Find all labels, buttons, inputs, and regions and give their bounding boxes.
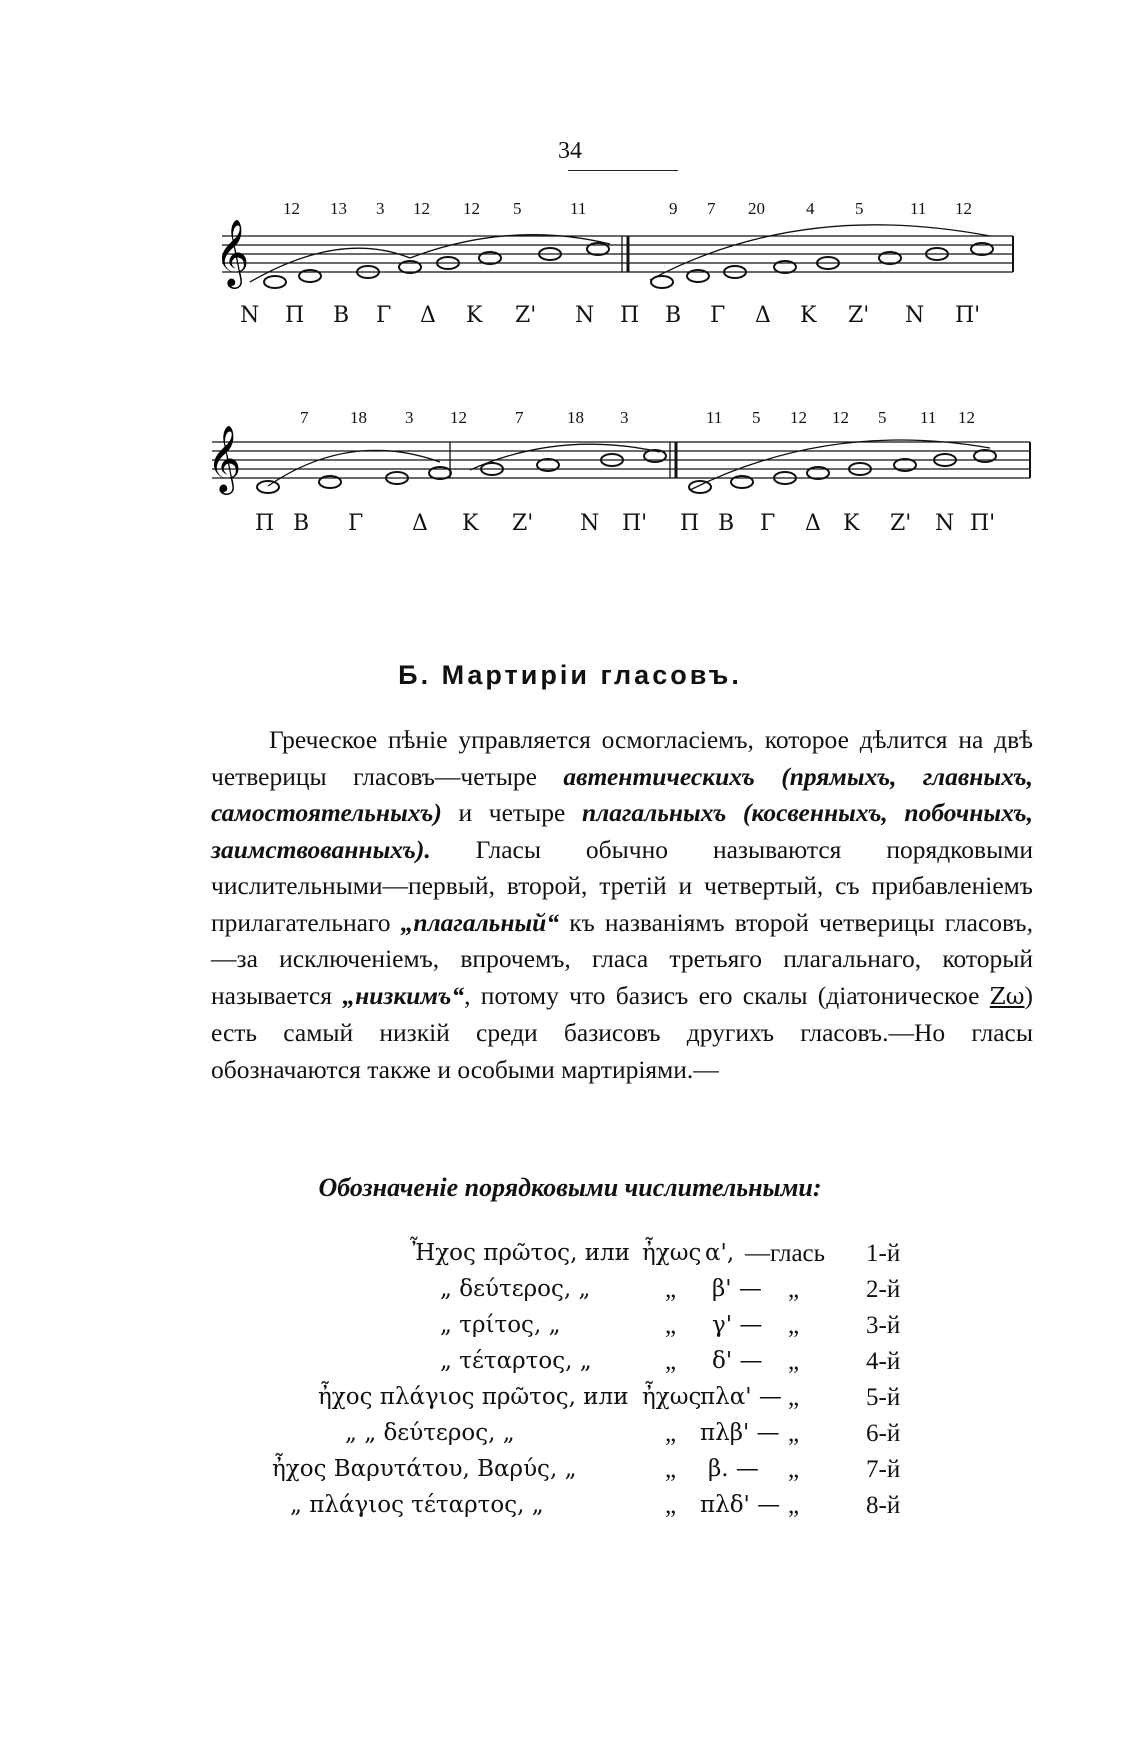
staff2-sign: Ζ' — [890, 511, 912, 536]
staff2-sign: Ζ' — [512, 511, 534, 536]
staff1-sign: Γ — [710, 303, 726, 328]
mode-number: 3-й — [866, 1312, 901, 1339]
zo-symbol: Ζω — [989, 983, 1025, 1010]
staff2-sign: Ν — [580, 511, 600, 536]
staff2-num: 3 — [405, 408, 414, 427]
table-row — [0, 1492, 1140, 1526]
staff1-sign: Π' — [955, 303, 981, 328]
mode-alt: „ — [665, 1492, 677, 1519]
mode-name: „ „ δεύτερος, „ — [345, 1420, 515, 1446]
staff2-num: 11 — [920, 408, 937, 427]
staff2-num: 11 — [706, 408, 723, 427]
mode-number: 2-й — [866, 1276, 901, 1303]
staff2-sign: Γ — [760, 511, 776, 536]
staff1-num: 3 — [376, 199, 385, 218]
staff1-sign: Ζ' — [515, 303, 537, 328]
staff1-sign: Ν — [575, 303, 595, 328]
staff2-sign: Β — [293, 511, 310, 536]
staff2-sign: Π — [255, 511, 275, 536]
para-emphasis: плагальныхъ (косвенныхъ, побочныхъ, заимствованныхъ). — [211, 798, 1033, 864]
table-row — [0, 1384, 1140, 1418]
staff2-num: 18 — [567, 408, 584, 427]
staff1-num: 12 — [413, 199, 430, 218]
staff2-num: 5 — [878, 408, 887, 427]
mode-alt: „ — [665, 1312, 677, 1339]
table-row — [0, 1348, 1140, 1382]
para-text: , потому что базисъ его скалы (діатоническое — [464, 980, 990, 1010]
mode-alt: ἦχως — [642, 1384, 702, 1410]
staff2-num: 3 — [620, 408, 629, 427]
staff1-num: 11 — [910, 199, 927, 218]
mode-word: „ — [788, 1384, 800, 1411]
staff2-sign: Ν — [935, 511, 955, 536]
staff1-sign: Γ — [376, 303, 392, 328]
mode-number: 5-й — [866, 1384, 901, 1411]
mode-alt: „ — [665, 1456, 677, 1483]
para-emphasis: автентическихъ (прямыхъ, главныхъ, самостоятельныхъ) — [211, 761, 1033, 827]
mode-alt: „ — [665, 1420, 677, 1447]
staff1-num: 11 — [570, 199, 587, 218]
staff2-num: 7 — [300, 408, 309, 427]
mode-name: „ πλάγιος τέταρτος, „ — [290, 1492, 544, 1518]
staff2-num: 12 — [832, 408, 849, 427]
mode-name: „ τέταρτος, „ — [440, 1348, 592, 1374]
mode-name: ἦχος Βαρυτάτου, Βαρύς, „ — [272, 1456, 577, 1482]
mode-word: „ — [788, 1348, 800, 1375]
para-text: къ названіямъ второй четверицы гласовъ,—за исключеніемъ, впрочемъ, гласа третьяго плагальнаго, который называется — [211, 907, 1033, 1010]
staff1-sign: Π — [285, 303, 305, 328]
mode-name: „ τρίτος, „ — [440, 1312, 561, 1338]
staff1-num: 9 — [669, 199, 678, 218]
mode-sign: β. — — [708, 1456, 759, 1482]
staff1-sign: Ζ' — [848, 303, 870, 328]
treble-clef-icon: 𝄞 — [215, 220, 250, 285]
staff2-num: 12 — [450, 408, 467, 427]
staff2-num: 12 — [958, 408, 975, 427]
table-row — [0, 1420, 1140, 1454]
table-row — [0, 1240, 1140, 1274]
mode-word: „ — [788, 1492, 800, 1519]
mode-alt: ἦχως — [642, 1240, 702, 1266]
staff2-num: 12 — [790, 408, 807, 427]
mode-name: Ἦχος πρῶτος, или — [410, 1240, 630, 1266]
staff-2-notes — [257, 450, 996, 493]
staff1-sign: Δ — [420, 303, 436, 328]
table-row — [0, 1456, 1140, 1490]
mode-sign: πλδ' — — [700, 1492, 781, 1518]
treble-clef-icon: 𝄞 — [207, 426, 242, 491]
staff1-sign: Ν — [240, 303, 260, 328]
staff1-num: 12 — [283, 199, 300, 218]
mode-alt: „ — [665, 1276, 677, 1303]
mode-number: 1-й — [866, 1240, 901, 1267]
mode-number: 7-й — [866, 1456, 901, 1483]
table-row — [0, 1312, 1140, 1346]
mode-sign: α', — [705, 1240, 735, 1266]
staff1-sign: Π — [620, 303, 640, 328]
mode-word: „ — [788, 1420, 800, 1447]
staff2-sign: Γ — [348, 511, 364, 536]
mode-sign: γ' — — [712, 1312, 763, 1338]
staff2-sign: Β — [718, 511, 735, 536]
table-row — [0, 1276, 1140, 1310]
para-text: Греческое пѣніе управляется осмогласіемъ, которое дѣлится на двѣ четверицы гласовъ—четыре — [211, 725, 1033, 791]
mode-alt: „ — [665, 1348, 677, 1375]
staff1-num: 4 — [806, 199, 815, 218]
page-number: 34 — [558, 138, 582, 164]
staff1-sign: Δ — [755, 303, 771, 328]
staff1-num: 12 — [955, 199, 972, 218]
section-heading: Б. Мартиріи гласовъ. — [398, 660, 742, 690]
mode-sign: πλβ' — — [700, 1420, 780, 1446]
mode-sign: β' — — [712, 1276, 762, 1302]
para-text: Гласы обычно называются порядковыми числительными—первый, второй, третій и четвертый, съ прибавленіемъ прилагательнаго — [211, 834, 1033, 937]
staff2-sign: Π' — [970, 511, 996, 536]
staff1-num: 5 — [513, 199, 522, 218]
para-emphasis: „низкимъ“ — [342, 980, 465, 1010]
staff2-sign: Δ — [805, 511, 821, 536]
para-text: ) есть самый низкій среди базисовъ другихъ гласовъ.—Но гласы обозначаются также и особыми мартиріями.— — [211, 980, 1033, 1084]
staff2-sign: Κ — [843, 511, 860, 536]
staff1-num: 12 — [463, 199, 480, 218]
mode-sign: δ' — — [712, 1348, 763, 1374]
para-emphasis: „плагальный“ — [400, 907, 560, 937]
mode-name: „ δεύτερος, „ — [440, 1276, 591, 1302]
mode-word: —глась — [745, 1240, 826, 1267]
para-text: и четыре — [441, 798, 582, 827]
mode-sign: πλα' — — [700, 1384, 782, 1410]
staff1-num: 5 — [855, 199, 864, 218]
mode-number: 8-й — [866, 1492, 901, 1519]
staff2-num: 7 — [515, 408, 524, 427]
music-notation — [0, 0, 1140, 600]
staff2-sign: Π' — [622, 511, 648, 536]
mode-name: ἦχος πλάγιος πρῶτος, или — [318, 1384, 629, 1410]
staff1-sign: Ν — [905, 303, 925, 328]
staff1-num: 13 — [330, 199, 347, 218]
staff2-num: 5 — [752, 408, 761, 427]
staff1-num: 20 — [748, 199, 765, 218]
staff1-sign: Κ — [800, 303, 817, 328]
mode-word: „ — [788, 1312, 800, 1339]
mode-word: „ — [788, 1276, 800, 1303]
body-paragraph — [211, 722, 1033, 1088]
staff2-num: 18 — [350, 408, 367, 427]
mode-number: 6-й — [866, 1420, 901, 1447]
staff1-sign: Β — [333, 303, 350, 328]
staff-2 — [212, 440, 1030, 490]
table-caption: Обозначеніе порядковыми числительными: — [318, 1173, 822, 1202]
staff2-sign: Κ — [462, 511, 479, 536]
mode-word: „ — [788, 1456, 800, 1483]
staff1-sign: Κ — [466, 303, 483, 328]
staff1-sign: Β — [665, 303, 682, 328]
staff1-num: 7 — [707, 199, 716, 218]
mode-number: 4-й — [866, 1348, 901, 1375]
staff2-sign: Π — [680, 511, 700, 536]
staff2-sign: Δ — [412, 511, 428, 536]
